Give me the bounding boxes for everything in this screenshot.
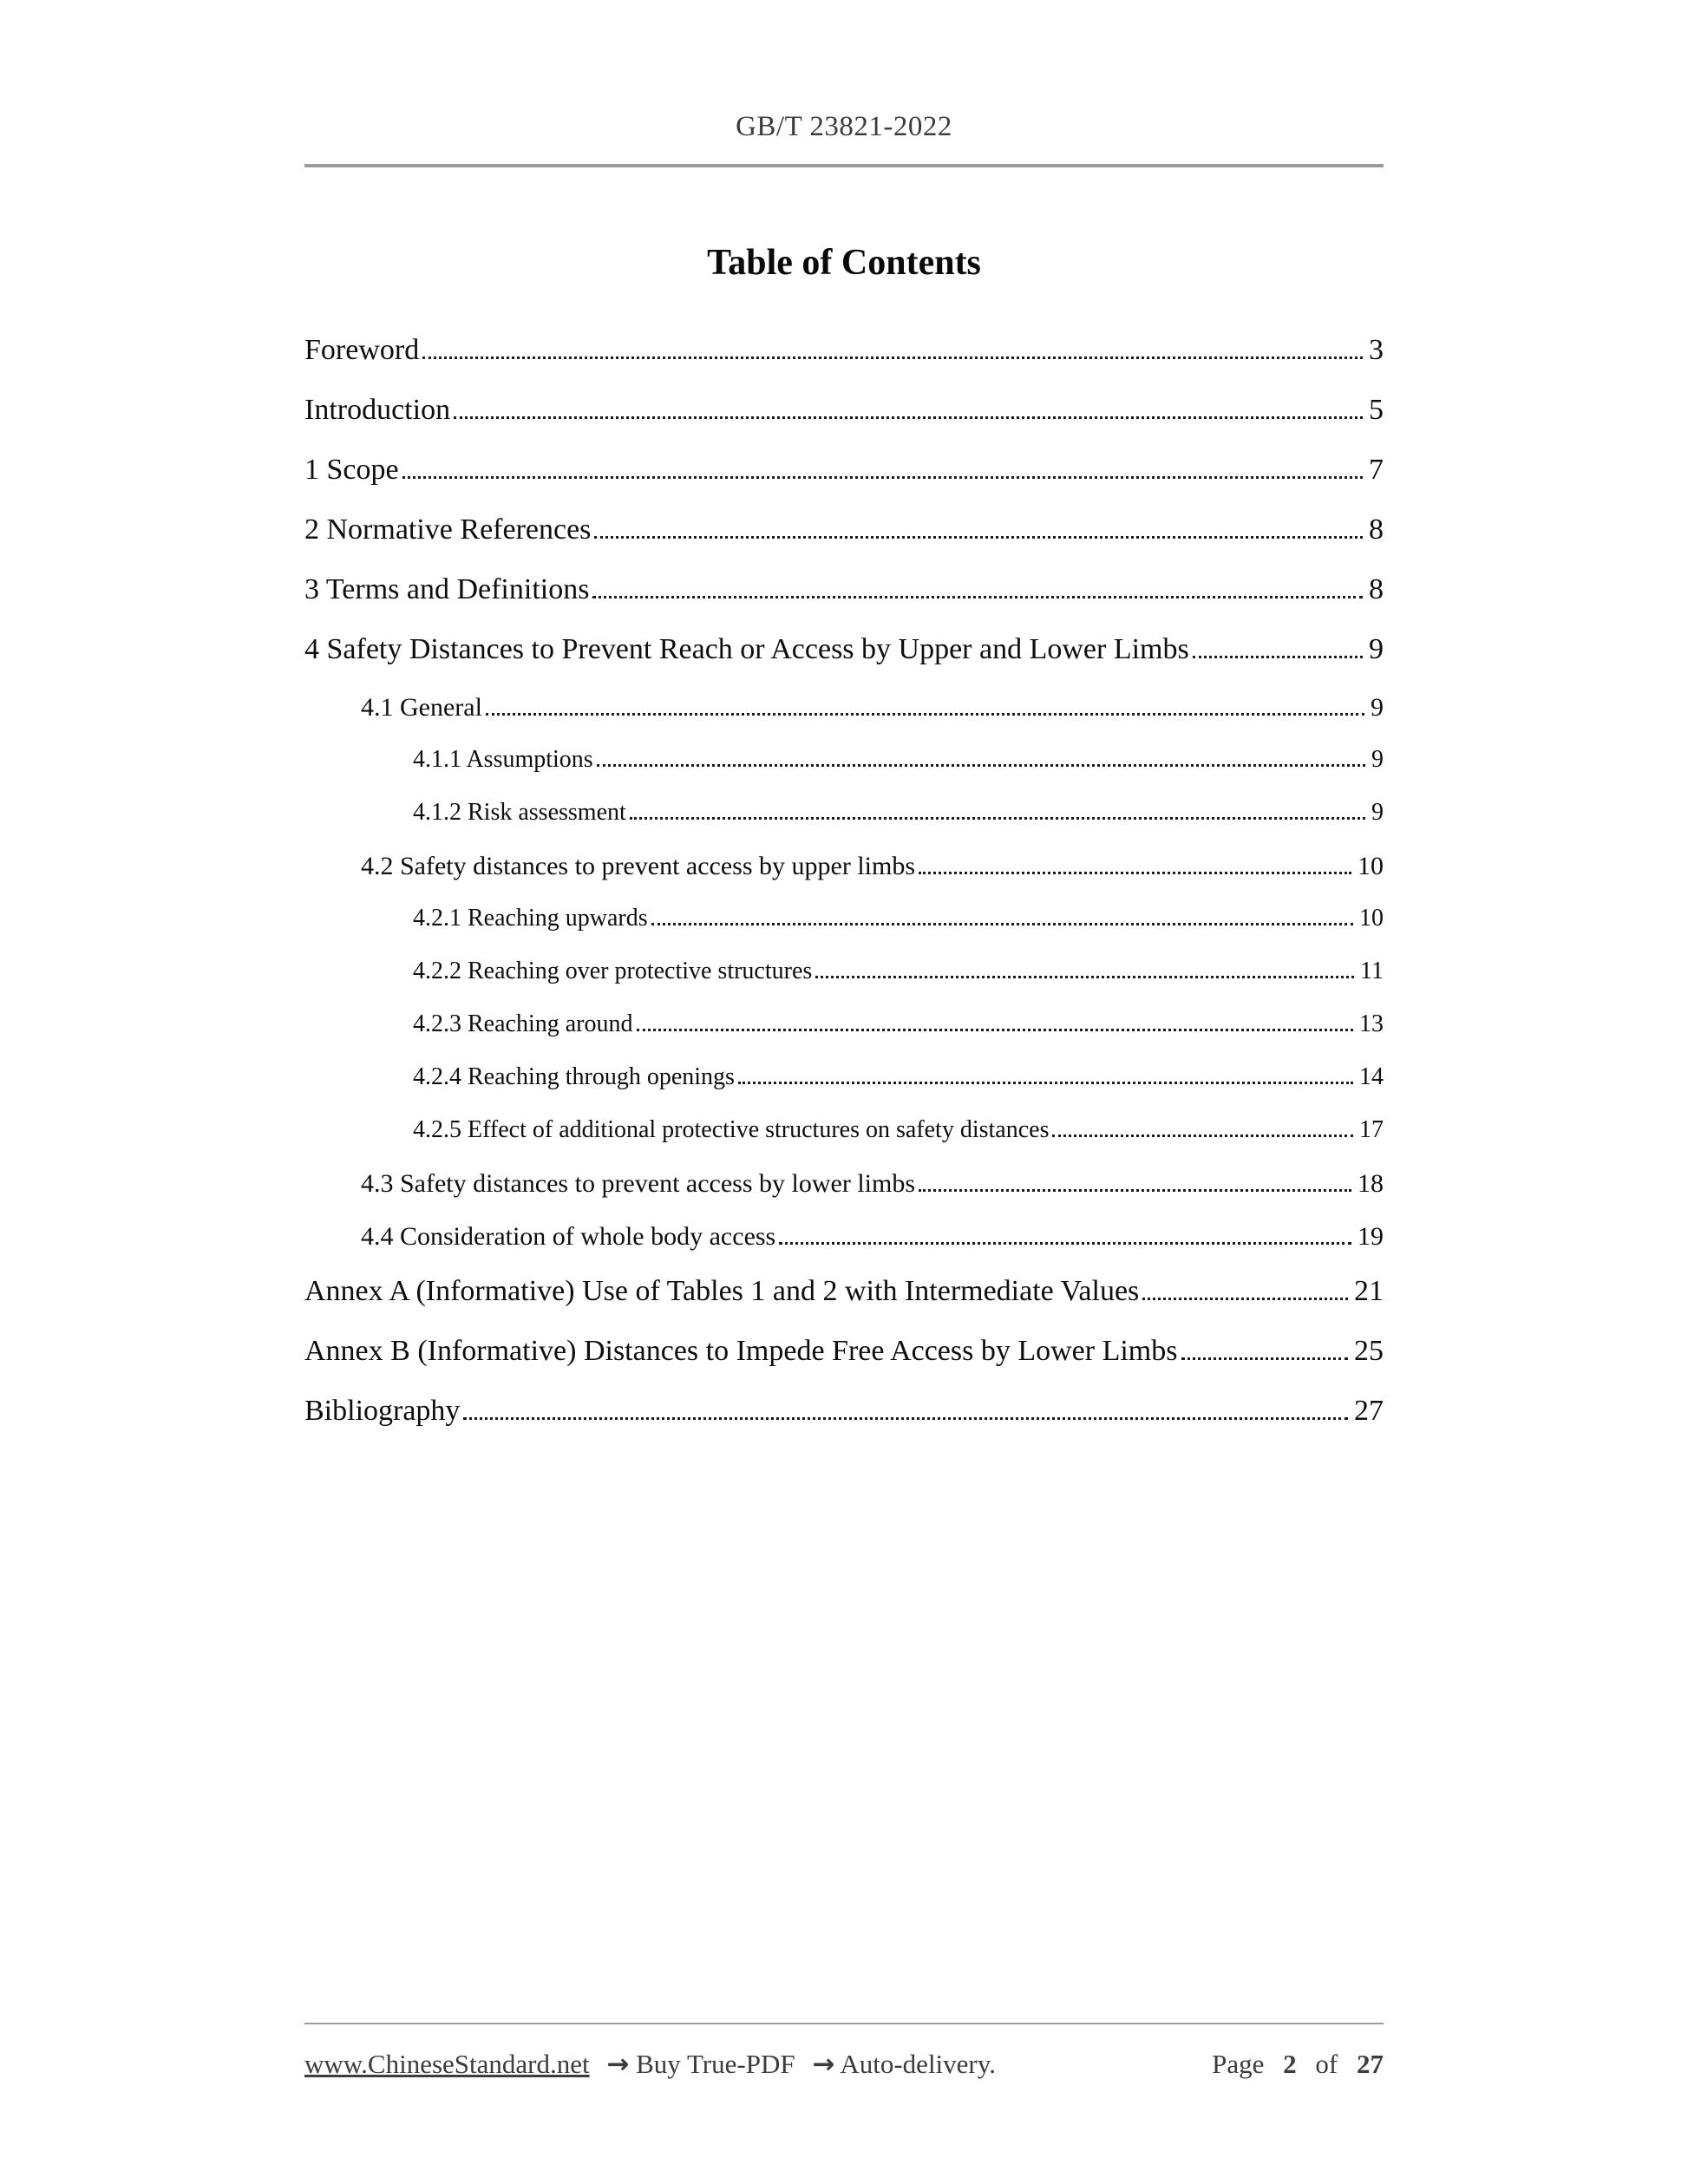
toc-entry[interactable]	[304, 573, 1384, 606]
page-total: 27	[1357, 2049, 1384, 2079]
toc-entry-label: Introduction	[304, 394, 451, 426]
toc-leader-dots	[1052, 1135, 1353, 1137]
footer-divider	[304, 2023, 1384, 2024]
header-divider	[304, 164, 1384, 167]
toc-entry-label: Annex A (Informative) Use of Tables 1 and 2 with Intermediate Values	[304, 1275, 1140, 1307]
toc-entry[interactable]	[304, 1063, 1384, 1091]
arrow-icon: →	[812, 2049, 835, 2080]
toc-leader-dots	[919, 872, 1351, 874]
toc-leader-dots	[815, 976, 1354, 978]
toc-entry-page: 17	[1359, 1116, 1384, 1143]
toc-entry-label: 4.1.1 Assumptions	[413, 746, 593, 773]
website-link[interactable]: www.ChineseStandard.net	[304, 2049, 590, 2079]
toc-entry[interactable]	[304, 693, 1384, 723]
toc-entry-label: 4.2.5 Effect of additional protective structures on safety distances	[413, 1116, 1050, 1143]
toc-entry-label: 4.2.2 Reaching over protective structures	[413, 958, 813, 984]
toc-entry[interactable]	[304, 799, 1384, 827]
page-title: Table of Contents	[707, 243, 981, 283]
of-label: of	[1315, 2049, 1338, 2079]
toc-entry-label: 4.2.3 Reaching around	[413, 1010, 633, 1037]
toc-entry-label: 3 Terms and Definitions	[304, 573, 590, 605]
toc-entry-label: 2 Normative References	[304, 513, 592, 546]
toc-leader-dots	[1193, 656, 1363, 658]
toc-leader-dots	[597, 764, 1365, 767]
toc-entry-label: Bibliography	[304, 1395, 461, 1427]
toc-entry[interactable]	[304, 958, 1384, 985]
footer-delivery-text: Auto-delivery.	[840, 2049, 996, 2079]
toc-entry[interactable]	[304, 334, 1384, 367]
toc-entry-label: Foreword	[304, 334, 420, 366]
footer-buy-text: Buy True-PDF	[636, 2049, 795, 2079]
toc-entry[interactable]	[304, 905, 1384, 932]
toc-entry[interactable]	[304, 746, 1384, 774]
toc-entry-page: 27	[1354, 1395, 1384, 1427]
toc-entry-page: 21	[1354, 1275, 1384, 1307]
toc-leader-dots	[422, 356, 1363, 359]
toc-entry[interactable]	[304, 852, 1384, 881]
document-header	[304, 111, 1384, 143]
toc-entry[interactable]	[304, 394, 1384, 427]
toc-entry-page: 8	[1369, 513, 1384, 546]
toc-entry-label: 4.2.1 Reaching upwards	[413, 905, 648, 932]
toc-leader-dots	[779, 1242, 1351, 1245]
toc-entry-page: 7	[1369, 454, 1384, 486]
toc-entry-page: 18	[1358, 1169, 1384, 1198]
toc-leader-dots	[486, 713, 1364, 716]
toc-entry[interactable]	[304, 1116, 1384, 1144]
toc-leader-dots	[637, 1029, 1354, 1031]
toc-entry-page: 19	[1358, 1222, 1384, 1251]
footer-info	[304, 2049, 996, 2080]
toc-entry-label: 4.1 General	[361, 693, 482, 722]
toc-entry[interactable]	[304, 1222, 1384, 1252]
toc-entry-page: 13	[1359, 1010, 1384, 1037]
toc-entry-page: 5	[1369, 394, 1384, 426]
arrow-icon: →	[606, 2049, 630, 2080]
toc-entry[interactable]	[304, 1395, 1384, 1428]
toc-entry[interactable]	[304, 513, 1384, 546]
toc-entry-label: 4.2.4 Reaching through openings	[413, 1063, 735, 1090]
toc-entry-page: 8	[1369, 573, 1384, 605]
toc-entry-page: 25	[1354, 1335, 1384, 1367]
toc-entry-page: 11	[1360, 958, 1384, 984]
toc-leader-dots	[738, 1082, 1353, 1084]
toc-entry-label: 4.1.2 Risk assessment	[413, 799, 626, 826]
toc-entry-page: 9	[1371, 746, 1384, 773]
toc-entry-label: 4.2 Safety distances to prevent access by upper limbs	[361, 852, 915, 880]
page-footer	[304, 2023, 1384, 2080]
toc-entry-page: 10	[1358, 852, 1384, 880]
toc-entry-label: 4 Safety Distances to Prevent Reach or Access by Upper and Lower Limbs	[304, 633, 1189, 665]
toc-leader-dots	[919, 1189, 1351, 1192]
table-of-contents	[304, 334, 1384, 1428]
toc-entry-page: 9	[1369, 633, 1384, 665]
toc-leader-dots	[651, 923, 1353, 925]
toc-entry-page: 9	[1371, 799, 1384, 826]
toc-leader-dots	[630, 817, 1365, 820]
toc-leader-dots	[592, 596, 1363, 598]
toc-entry-page: 9	[1371, 693, 1384, 722]
toc-entry-page: 14	[1359, 1063, 1384, 1090]
toc-entry[interactable]	[304, 1010, 1384, 1038]
toc-leader-dots	[1181, 1357, 1349, 1360]
toc-leader-dots	[463, 1417, 1348, 1420]
page-current: 2	[1283, 2049, 1297, 2079]
toc-entry[interactable]	[304, 1169, 1384, 1199]
toc-leader-dots	[402, 476, 1363, 479]
toc-entry[interactable]	[304, 633, 1384, 666]
toc-entry-label: Annex B (Informative) Distances to Impede Free Access by Lower Limbs	[304, 1335, 1178, 1367]
toc-leader-dots	[1142, 1298, 1348, 1300]
page-label: Page	[1212, 2049, 1265, 2079]
doc-number: GB/T 23821-2022	[736, 111, 952, 142]
toc-entry-label: 4.3 Safety distances to prevent access by lower limbs	[361, 1169, 915, 1198]
toc-entry[interactable]	[304, 1335, 1384, 1368]
toc-leader-dots	[454, 416, 1363, 419]
toc-entry-label: 4.4 Consideration of whole body access	[361, 1222, 776, 1251]
toc-leader-dots	[594, 536, 1363, 539]
toc-entry[interactable]	[304, 454, 1384, 487]
toc-entry-label: 1 Scope	[304, 454, 399, 486]
toc-entry[interactable]	[304, 1275, 1384, 1308]
toc-entry-page: 10	[1359, 905, 1384, 932]
page-indicator	[1200, 2049, 1384, 2080]
toc-entry-page: 3	[1369, 334, 1384, 366]
